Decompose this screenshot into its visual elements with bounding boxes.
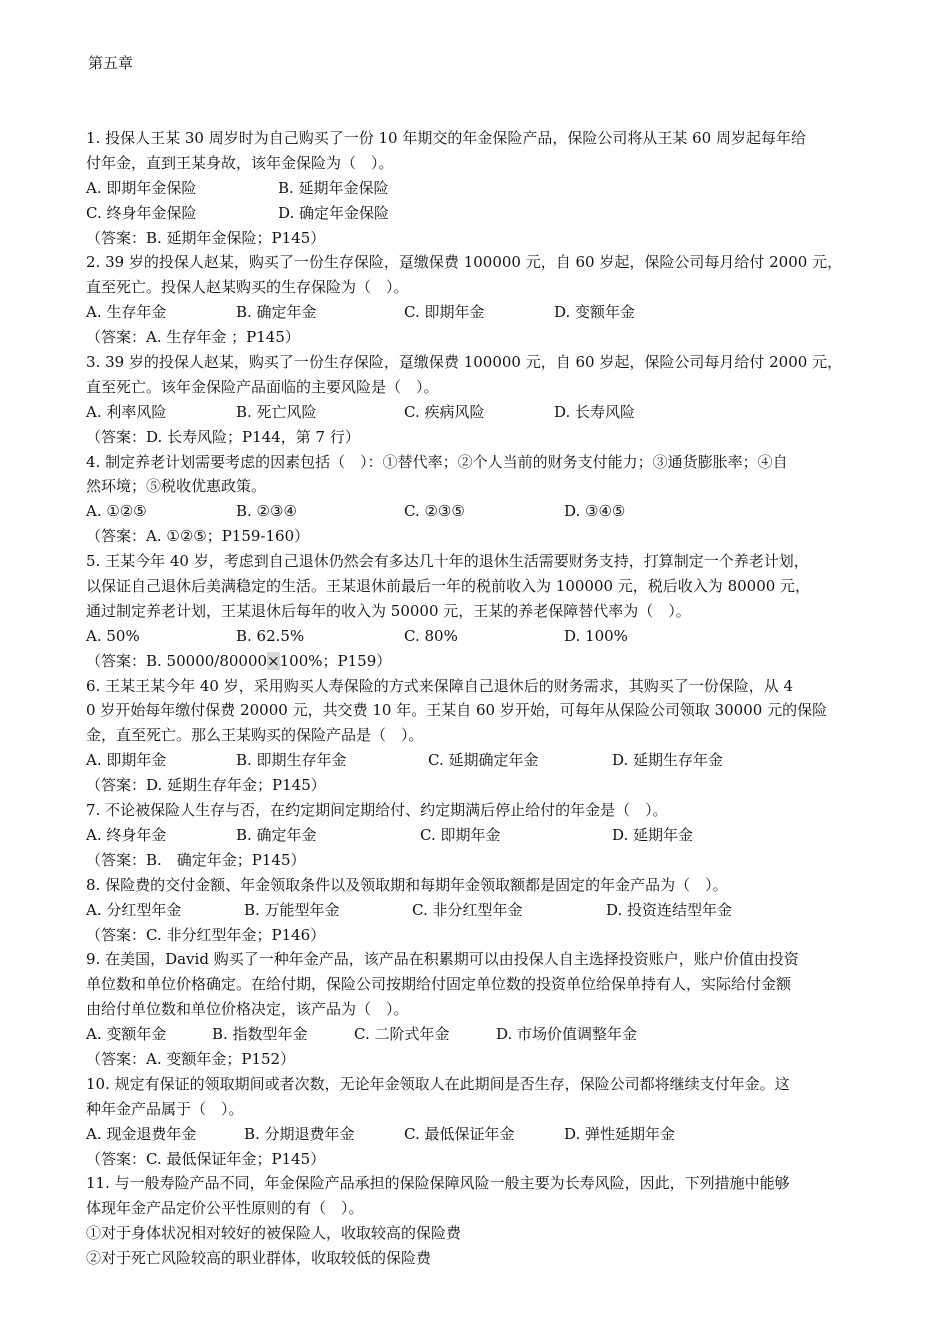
option-c: C. 最低保证年金 <box>404 1124 515 1143</box>
question-text: 4. 制定养老计划需要考虑的因素包括（ ）：①替代率；②个人当前的财务支付能力；③通货膨胀率；④自 <box>86 452 788 471</box>
question-text: 以保证自己退休后美满稳定的生活。王某退休前最后一年的税前收入为 100000 元，税后收入为 80000 元， <box>86 577 811 596</box>
option-b: B. 62.5% <box>236 626 305 645</box>
option-d: D. 市场价值调整年金 <box>496 1025 638 1044</box>
option-b: B. 延期年金保险 <box>278 178 389 197</box>
option-c: C. 二阶式年金 <box>354 1025 450 1044</box>
question-text: 单位数和单位价格确定。在给付期，保险公司按期给付固定单位数的投资单位给保单持有人，实际给付金额 <box>86 975 792 994</box>
option-c: C. ②③⑤ <box>404 502 465 521</box>
option-a: A. ①②⑤ <box>86 502 147 521</box>
answer-text: （答案：C. 最低保证年金；P145） <box>86 1149 326 1168</box>
option-row <box>86 176 882 201</box>
answer-prefix: （答案：B. 50000/80000 <box>86 651 268 670</box>
answer-text: （答案：B. 延期年金保险；P145） <box>86 228 326 247</box>
option-a: A. 即期年金 <box>86 751 167 770</box>
option-d: D. ③④⑤ <box>564 502 626 521</box>
option-c: C. 即期年金 <box>420 825 501 844</box>
option-b: B. 即期生存年金 <box>236 751 347 770</box>
question-text: 付年金，直到王某身故，该年金保险为（ ）。 <box>86 153 394 172</box>
option-row <box>86 748 882 773</box>
option-a: A. 现金退费年金 <box>86 1124 197 1143</box>
question-text: 8. 保险费的交付金额、年金领取条件以及领取期和每期年金领取额都是固定的年金产品为（ ）。 <box>86 875 728 894</box>
answer-suffix: 100%；P159） <box>279 651 392 670</box>
option-a: A. 分红型年金 <box>86 900 182 919</box>
option-d: D. 投资连结型年金 <box>606 900 733 919</box>
question-item <box>86 450 882 550</box>
answer-text: （答案：A. ①②⑤；P159-160） <box>86 527 310 546</box>
option-row <box>86 823 882 848</box>
question-text: 10. 规定有保证的领取期间或者次数，无论年金领取人在此期间是否生存，保险公司都将继续支付年金。这 <box>86 1074 790 1093</box>
option-a: A. 终身年金 <box>86 825 167 844</box>
question-text: 0 岁开始每年缴付保费 20000 元，共交费 10 年。王某自 60 岁开始，可每年从保险公司领取 30000 元的保险 <box>86 701 828 720</box>
question-text: 7. 不论被保险人生存与否，在约定期间定期给付、约定期满后停止给付的年金是（ ）。 <box>86 801 668 820</box>
option-row <box>86 624 882 649</box>
question-item <box>86 350 882 450</box>
question-text: 通过制定养老计划，王某退休后每年的收入为 50000 元，王某的养老保障替代率为（ ）。 <box>86 601 691 620</box>
answer-text: （答案：D. 长寿风险；P144，第 7 行） <box>86 427 360 446</box>
option-d: D. 确定年金保险 <box>278 203 390 222</box>
option-b: B. 确定年金 <box>236 825 317 844</box>
option-c: C. 疾病风险 <box>404 402 485 421</box>
question-item <box>86 126 882 250</box>
option-a: A. 变额年金 <box>86 1025 167 1044</box>
answer-text: （答案：C. 非分红型年金；P146） <box>86 925 326 944</box>
question-text: 11. 与一般寿险产品不同，年金保险产品承担的保险保障风险一般主要为长寿风险，因此，下列措施中能够 <box>86 1174 790 1193</box>
question-text: 1. 投保人王某 30 周岁时为自己购买了一份 10 年期交的年金保险产品，保险公司将从王某 60 周岁起每年给 <box>86 129 806 147</box>
option-a: A. 即期年金保险 <box>86 178 197 197</box>
question-item <box>86 947 882 1071</box>
option-d: D. 延期年金 <box>612 825 694 844</box>
option-c: C. 延期确定年金 <box>428 751 539 770</box>
question-item <box>86 798 882 873</box>
option-c: C. 终身年金保险 <box>86 203 197 222</box>
question-item <box>86 674 882 798</box>
question-text: 由给付单位数和单位价格决定，该产品为（ ）。 <box>86 1000 409 1019</box>
question-text: 9. 在美国，David 购买了一种年金产品，该产品在积累期可以由投保人自主选择投资账户，账户价值由投资 <box>86 950 799 969</box>
option-row <box>86 300 882 325</box>
statement-item: ①对于身体状况相对较好的被保险人，收取较高的保险费 <box>86 1224 462 1243</box>
option-row <box>86 201 882 226</box>
option-c: C. 80% <box>404 626 458 645</box>
question-text: 3. 39 岁的投保人赵某，购买了一份生存保险，趸缴保费 100000 元，自 60 岁起，保险公司每月给付 2000 元， <box>86 353 843 372</box>
option-d: D. 变额年金 <box>554 303 636 322</box>
question-text: 直至死亡。投保人赵某购买的生存保险为（ ）。 <box>86 278 409 297</box>
option-a: A. 生存年金 <box>86 303 167 322</box>
option-a: A. 利率风险 <box>86 402 167 421</box>
answer-text: （答案：B. 确定年金；P145） <box>86 850 306 869</box>
question-text: 体现年金产品定价公平性原则的有（ ）。 <box>86 1199 364 1218</box>
option-b: B. 确定年金 <box>236 303 317 322</box>
option-b: B. 指数型年金 <box>212 1025 308 1044</box>
question-item <box>86 250 882 350</box>
option-b: B. 分期退费年金 <box>244 1124 355 1143</box>
answer-text: （答案：D. 延期生存年金；P145） <box>86 776 326 795</box>
chapter-title: 第五章 <box>88 54 134 72</box>
question-text: 然环境；⑤税收优惠政策。 <box>86 477 267 496</box>
question-list <box>86 126 882 1271</box>
option-row <box>86 1122 882 1147</box>
statement-item: ②对于死亡风险较高的职业群体，收取较低的保险费 <box>86 1249 432 1268</box>
option-row <box>86 898 882 923</box>
question-text: 金，直至死亡。那么王某购买的保险产品是（ ）。 <box>86 726 424 745</box>
question-text: 直至死亡。该年金保险产品面临的主要风险是（ ）。 <box>86 377 439 396</box>
option-a: A. 50% <box>86 626 140 645</box>
option-b: B. 万能型年金 <box>244 900 340 919</box>
question-text: 2. 39 岁的投保人赵某，购买了一份生存保险，趸缴保费 100000 元，自 60 岁起，保险公司每月给付 2000 元， <box>86 253 843 272</box>
option-row <box>86 499 882 524</box>
option-c: C. 非分红型年金 <box>412 900 523 919</box>
question-text: 种年金产品属于（ ）。 <box>86 1099 244 1118</box>
question-text: 5. 王某今年 40 岁，考虑到自己退休仍然会有多达几十年的退休生活需要财务支持，打算制定一个养老计划， <box>86 552 809 571</box>
option-c: C. 即期年金 <box>404 303 485 322</box>
option-d: D. 延期生存年金 <box>612 751 724 770</box>
option-d: D. 长寿风险 <box>554 402 636 421</box>
question-item <box>86 873 882 948</box>
option-d: D. 弹性延期年金 <box>564 1124 676 1143</box>
question-item <box>86 1171 882 1271</box>
answer-text: （答案：A. 变额年金；P152） <box>86 1049 296 1068</box>
question-item <box>86 549 882 673</box>
option-row <box>86 1022 882 1047</box>
question-text: 6. 王某王某今年 40 岁，采用购买人寿保险的方式来保障自己退休后的财务需求，其购买了一份保险，从 4 <box>86 676 794 695</box>
answer-text: （答案：A. 生存年金 ；P145） <box>86 328 300 347</box>
multiply-sign: × <box>267 651 280 670</box>
option-d: D. 100% <box>564 626 628 645</box>
option-b: B. 死亡风险 <box>236 402 317 421</box>
option-row <box>86 400 882 425</box>
answer-text <box>86 649 882 674</box>
question-item <box>86 1072 882 1172</box>
option-b: B. ②③④ <box>236 502 297 521</box>
